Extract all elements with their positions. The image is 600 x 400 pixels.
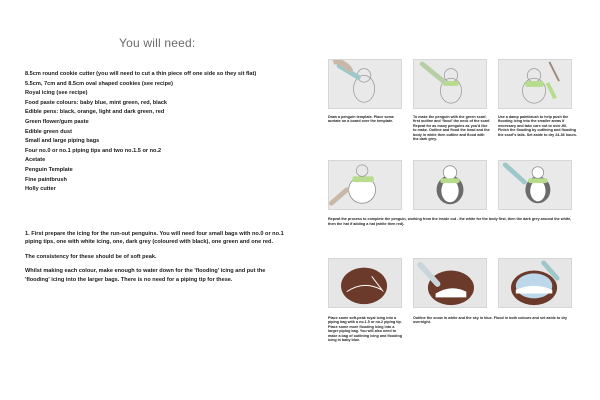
- ingredients-list: [25, 70, 270, 195]
- method-step: The consistency for these should be of soft peak.: [25, 253, 157, 260]
- step-caption-5: Place some soft-peak royal icing into a piping bag with a no.1.5 or no.2 piping tip. Place some more flooding icing into a larger piping bag. You will also need to make a bag of outlining icing and flooding icing in baby blue.: [328, 316, 402, 343]
- ingredient-item: Edible green dust: [25, 128, 72, 135]
- page-heading: You will need:: [119, 36, 196, 50]
- ingredient-item: Food paste colours: baby blue, mint green, red, black: [25, 99, 168, 106]
- step-photo-4: [328, 160, 402, 210]
- ingredient-item: Royal icing (see recipe): [25, 90, 88, 97]
- step-photo-5: [413, 160, 487, 210]
- ingredient-item: Acetate: [25, 157, 46, 164]
- step-photo-8: [413, 258, 487, 308]
- method-text: [25, 230, 287, 290]
- ingredient-item: Small and large piping bags: [25, 138, 100, 145]
- step-caption-2: To make the penguin with the green scarf, first outline and 'flood' the neck of the scarf. Repeat for as many penguins as you'd like to make. Outline and flood the head and the body in white then outline and flood with the dark grey.: [413, 115, 491, 142]
- step-photo-9: [498, 258, 572, 308]
- step-photo-7: [328, 258, 402, 308]
- step-caption-6: Outline the snow in white and the sky in blue. Flood in both colours and set aside to dry overnight.: [413, 316, 568, 325]
- ingredient-item: 8.5cm round cookie cutter (you will need to cut a thin piece off one side so they sit flat): [25, 71, 257, 77]
- ingredient-item: Fine paintbrush: [25, 176, 67, 183]
- method-step: 1. First prepare the icing for the run-out penguins. You will need four small bags with no.0 or no.1 piping tips, one with white icing, one, dark grey (coloured with black), one green and one red.: [25, 231, 284, 246]
- step-photo-2: [413, 59, 487, 109]
- ingredient-item: Four no.0 or no.1 piping tips and two no.1.5 or no.2: [25, 147, 162, 154]
- step-photo-1: [328, 59, 402, 109]
- step-photo-3: [498, 59, 572, 109]
- ingredient-item: Edible pens: black, orange, light and dark green, red: [25, 109, 165, 116]
- step-caption-1: Draw a penguin template. Place some acetate on a board over the template.: [328, 115, 394, 124]
- ingredient-item: Penguin Template: [25, 166, 73, 173]
- method-step: Whilst making each colour, make enough to water down for the 'flooding' icing and put the 'flooding' icing into the larger bags. There is no need for a piping tip for these.: [25, 268, 266, 283]
- ingredient-item: Green flower/gum paste: [25, 118, 89, 125]
- ingredient-item: 5.5cm, 7cm and 8.5cm oval shaped cookies (see recipe): [25, 80, 173, 87]
- step-caption-4: Repeat the process to complete the penguin, working from the inside out - the white for the body first, then the dark grey around the white, then the hat if adding a hat (white then red).: [328, 217, 572, 226]
- step-caption-3: Use a damp paintbrush to help push the flooding icing into the smaller areas if necessary and take care not to over-fill. Finish the flooding by outlining and flooding the scarf's tails. Set aside to dry 24-36 hours.: [498, 115, 577, 137]
- ingredient-item: Holly cutter: [25, 186, 56, 193]
- step-photo-6: [498, 160, 572, 210]
